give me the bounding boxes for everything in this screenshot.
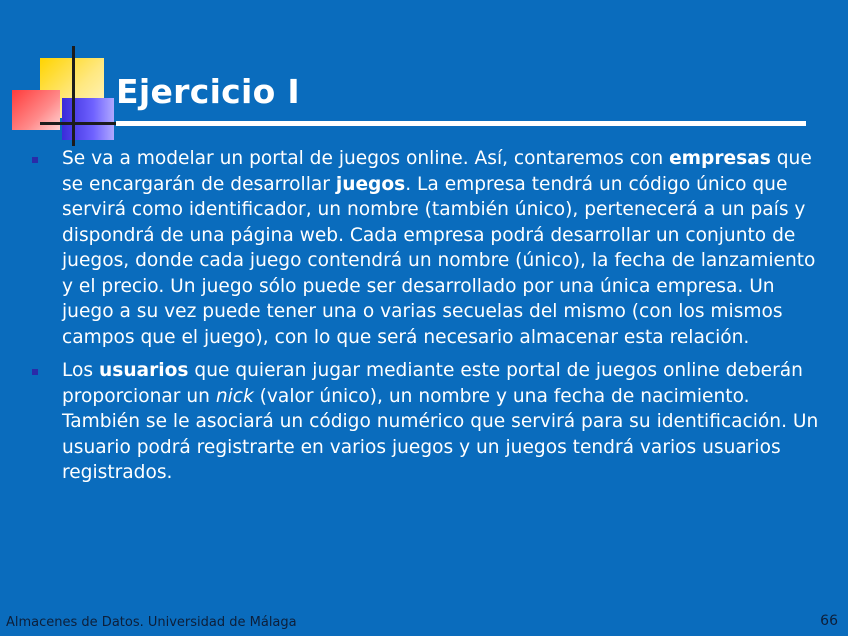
slide-title: Ejercicio I [116,72,300,111]
keyword-juegos: juegos [335,173,406,195]
bullet-text: Se va a modelar un portal de juegos online. Así, contaremos con empresas que se encargarán de desarrollar juegos. La empresa tendrá un código único que servirá como identificador, un nombre (también único), pertenecerá a un país y dispondrá de una página web. Cada empresa podrá desarrollar un conjunto de juegos, donde cada juego contendrá un nombre (único), la fecha de lanzamiento y el precio. Un juego sólo puede ser desarrollado por una única empresa. Un juego a su vez puede tener una o varias secuelas del mismo (con los mismos campos que el juego), con lo que será necesario almacenar esta relación. [62,148,816,348]
bullet-marker-icon [32,157,38,163]
slide-logo-decoration [0,0,130,150]
footer-source: Almacenes de Datos. Universidad de Málaga [6,615,297,630]
vertical-line-decoration [72,46,75,146]
bullet-item [28,358,828,486]
keyword-nick: nick [215,385,254,407]
bullet-marker-icon [32,369,38,375]
keyword-usuarios: usuarios [99,360,189,381]
slide-content [28,146,828,494]
blue-square-decoration [62,98,114,140]
page-number: 66 [820,613,838,629]
bullet-text: Los usuarios que quieran jugar mediante este portal de juegos online deberán proporcionar un nick (valor único), un nombre y una fecha de nacimiento. También se le asociará un código numérico que servirá para su identificación. Un usuario podrá registrarte en varios juegos y un juegos tendrá varios usuarios registrados. [62,360,819,483]
bullet-item [28,146,828,350]
title-underline [116,121,806,126]
keyword-empresas: empresas [669,148,771,169]
